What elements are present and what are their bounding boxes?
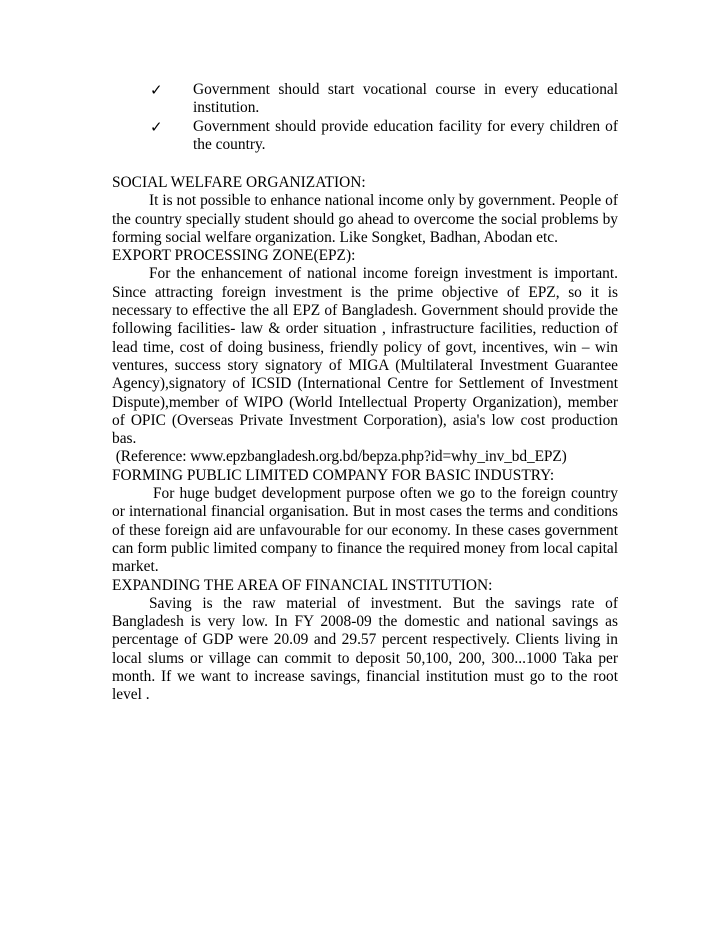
section-heading: SOCIAL WELFARE ORGANIZATION: xyxy=(112,174,366,191)
section-heading: EXPANDING THE AREA OF FINANCIAL INSTITUTION: xyxy=(112,576,493,594)
section-paragraph: Saving is the raw material of investment. But the savings rate of Bangladesh is very low. In FY 2008-09 the domestic and national savings as percentage of GDP were 20.09 and 29.57 percent respectively. Clients living in local slums or village can commit to deposit 50,100, 200, 300...1000 Taka per month. If we want to increase savings, financial institution must go to the root level . xyxy=(112,594,618,704)
section-paragraph: For the enhancement of national income foreign investment is important. Since attracting foreign investment is the prime objective of EPZ, so it is necessary to effective the all EPZ of Bangladesh. Government should provide the following facilities- law & order situation , infrastructure facilities, reduction of lead time, cost of doing business, friendly policy of govt, incentives, win – win ventures, success story signatory of MIGA (Multilateral Investment Guarantee Agency),signatory of ICSID (International Centre for Settlement of Investment Dispute),member of WIPO (World Intellectual Property Organization), member of OPIC (Overseas Private Investment Corporation), asia's low cost production bas. xyxy=(112,265,618,448)
section-paragraph: For huge budget development purpose often we go to the foreign country or international financial organisation. But in most cases the terms and conditions of these foreign aid are unfavourable for our economy. In these cases government can form public limited company to finance the required money from local capital market. xyxy=(112,485,618,576)
document-body xyxy=(112,174,618,705)
checkmark-icon: ✓ xyxy=(150,117,163,136)
bullet-item xyxy=(150,118,618,155)
section-paragraph: It is not possible to enhance national income only by government. People of the country specially student should go ahead to overcome the social problems by forming social welfare organization. Like Songket, Badhan, Abodan etc. xyxy=(112,192,618,246)
section-heading: EXPORT PROCESSING ZONE(EPZ): xyxy=(112,247,356,265)
bullet-text: Government should provide education facility for every children of the country. xyxy=(193,117,618,153)
bullet-item xyxy=(150,81,618,118)
bullet-list xyxy=(150,81,618,154)
reference-line: (Reference: www.epzbangladesh.org.bd/bepza.php?id=why_inv_bd_EPZ) xyxy=(112,448,567,466)
checkmark-icon: ✓ xyxy=(150,81,163,99)
section-heading: FORMING PUBLIC LIMITED COMPANY FOR BASIC INDUSTRY: xyxy=(112,466,555,484)
bullet-text: Government should start vocational course in every educational institution. xyxy=(193,81,618,117)
